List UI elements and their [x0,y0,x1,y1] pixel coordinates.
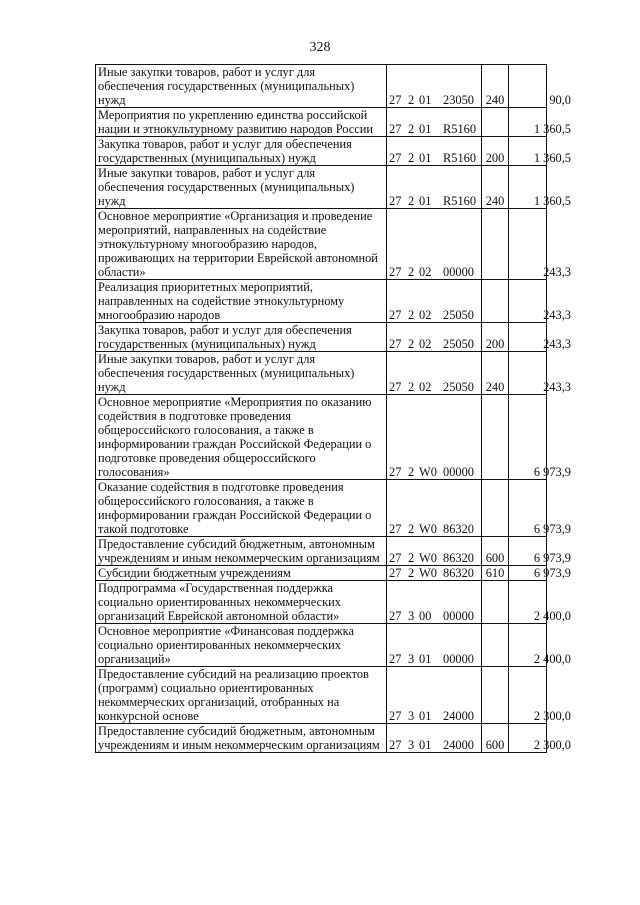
code-part-4: R5160 [443,194,477,208]
row-amount-value: 6 973,9 [533,465,571,479]
row-expense-type: 240 [482,166,509,209]
row-amount [509,724,571,753]
row-amount-value: 243,3 [543,308,571,322]
row-name: Предоставление субсидий на реализацию проектов (программ) социально ориентированных некоммерческих организаций, отобранных на конкурсной основе [96,667,387,724]
row-amount-value: 6 973,9 [533,522,571,536]
code-part-4: 86320 [443,566,474,580]
row-target-code [387,352,482,395]
code-part-3: 01 [419,122,432,136]
code-part-3: W0 [419,551,437,565]
code-part-2: 2 [408,308,415,322]
table-row [96,480,547,537]
row-target-code [387,166,482,209]
code-part-3: 01 [419,194,432,208]
code-part-4: 25050 [443,308,474,322]
table-row [96,137,547,166]
code-part-4: 00000 [443,652,474,666]
table-row [96,395,547,480]
row-name: Субсидии бюджетным учреждениям [96,566,387,581]
row-name: Подпрограмма «Государственная поддержка социально ориентированных некоммерческих организаций Еврейской автономной области» [96,581,387,624]
table-row [96,667,547,724]
table-row [96,166,547,209]
row-expense-type [482,667,509,724]
row-target-code [387,724,482,753]
code-part-2: 2 [408,194,415,208]
code-part-1: 27 [389,738,402,752]
table-row [96,352,547,395]
row-amount-value: 6 973,9 [533,566,571,580]
budget-table [95,64,571,753]
code-part-1: 27 [389,308,402,322]
row-expense-type [482,395,509,480]
row-target-code [387,137,482,166]
budget-table-body [96,65,571,753]
code-part-2: 2 [408,122,415,136]
table-row [96,209,547,280]
code-part-3: 01 [419,738,432,752]
row-expense-type: 600 [482,537,509,566]
row-name: Иные закупки товаров, работ и услуг для обеспечения государственных (муниципальных) нужд [96,352,387,395]
table-row [96,323,547,352]
code-part-3: W0 [419,465,437,479]
row-amount [509,667,571,724]
code-part-1: 27 [389,194,402,208]
row-expense-type: 240 [482,65,509,108]
code-part-4: 00000 [443,265,474,279]
code-part-2: 2 [408,465,415,479]
code-part-1: 27 [389,265,402,279]
row-amount [509,395,571,480]
code-part-2: 2 [408,566,415,580]
code-part-1: 27 [389,380,402,394]
code-part-2: 2 [408,522,415,536]
row-name: Оказание содействия в подготовке проведения общероссийского голосования, а также в информировании граждан Российской Федерации о такой подготовке [96,480,387,537]
row-target-code [387,209,482,280]
code-part-3: 02 [419,308,432,322]
table-row [96,65,547,108]
row-amount [509,624,571,667]
row-target-code [387,624,482,667]
code-part-3: 02 [419,380,432,394]
row-target-code [387,480,482,537]
code-part-4: 25050 [443,337,474,351]
row-name: Основное мероприятие «Финансовая поддержка социально ориентированных некоммерческих организаций» [96,624,387,667]
row-amount [509,352,571,395]
code-part-1: 27 [389,609,402,623]
row-amount [509,323,571,352]
table-row [96,537,547,566]
row-target-code [387,537,482,566]
code-part-4: 23050 [443,93,474,107]
code-part-3: W0 [419,522,437,536]
row-amount-value: 2 300,0 [533,709,571,723]
row-amount [509,108,571,137]
row-name: Иные закупки товаров, работ и услуг для обеспечения государственных (муниципальных) нужд [96,65,387,108]
code-part-2: 2 [408,265,415,279]
row-amount-value: 6 973,9 [533,551,571,565]
row-amount-value: 243,3 [543,265,571,279]
code-part-2: 2 [408,151,415,165]
code-part-1: 27 [389,652,402,666]
code-part-1: 27 [389,566,402,580]
code-part-2: 2 [408,551,415,565]
row-expense-type: 240 [482,352,509,395]
row-name: Предоставление субсидий бюджетным, автономным учреждениям и иным некоммерческим организациям [96,537,387,566]
row-name: Реализация приоритетных мероприятий, направленных на содействие этнокультурному многообразию народов [96,280,387,323]
code-part-3: 02 [419,265,432,279]
code-part-2: 3 [408,652,415,666]
code-part-3: 01 [419,151,432,165]
code-part-4: 00000 [443,465,474,479]
code-part-4: 00000 [443,609,474,623]
row-amount-value: 2 400,0 [533,609,571,623]
row-amount-value: 2 300,0 [533,738,571,752]
row-name: Закупка товаров, работ и услуг для обеспечения государственных (муниципальных) нужд [96,323,387,352]
code-part-4: 24000 [443,738,474,752]
row-target-code [387,280,482,323]
row-target-code [387,395,482,480]
code-part-3: 01 [419,652,432,666]
table-row [96,624,547,667]
row-amount-value: 1 360,5 [533,194,571,208]
row-amount [509,581,571,624]
row-name: Иные закупки товаров, работ и услуг для обеспечения государственных (муниципальных) нужд [96,166,387,209]
row-target-code [387,65,482,108]
row-expense-type [482,624,509,667]
row-expense-type [482,209,509,280]
code-part-3: 02 [419,337,432,351]
row-amount-value: 90,0 [549,93,571,107]
row-target-code [387,566,482,581]
row-expense-type: 200 [482,323,509,352]
code-part-4: R5160 [443,122,477,136]
row-amount [509,566,571,581]
code-part-4: 24000 [443,709,474,723]
code-part-1: 27 [389,551,402,565]
code-part-1: 27 [389,151,402,165]
row-amount-value: 243,3 [543,337,571,351]
row-target-code [387,323,482,352]
row-name: Закупка товаров, работ и услуг для обеспечения государственных (муниципальных) нужд [96,137,387,166]
row-amount [509,209,571,280]
code-part-4: 86320 [443,551,474,565]
code-part-1: 27 [389,522,402,536]
code-part-2: 2 [408,93,415,107]
row-amount [509,166,571,209]
row-amount-value: 1 360,5 [533,122,571,136]
row-expense-type [482,480,509,537]
code-part-4: 86320 [443,522,474,536]
code-part-4: 25050 [443,380,474,394]
row-amount [509,537,571,566]
row-target-code [387,108,482,137]
code-part-1: 27 [389,122,402,136]
row-expense-type: 610 [482,566,509,581]
table-row [96,108,547,137]
row-name: Основное мероприятие «Организация и проведение мероприятий, направленных на содействие этнокультурному многообразию народов, проживающих на территории Еврейской автономной области» [96,209,387,280]
table-row [96,724,547,753]
row-expense-type: 600 [482,724,509,753]
row-amount-value: 1 360,5 [533,151,571,165]
row-amount-value: 243,3 [543,380,571,394]
row-expense-type [482,108,509,137]
table-row [96,581,547,624]
row-name: Мероприятия по укреплению единства российской нации и этнокультурному развитию народов России [96,108,387,137]
code-part-1: 27 [389,337,402,351]
row-amount [509,280,571,323]
row-amount [509,480,571,537]
code-part-3: 01 [419,709,432,723]
row-amount [509,65,571,108]
code-part-3: W0 [419,566,437,580]
row-amount-value: 2 400,0 [533,652,571,666]
table-row [96,280,547,323]
code-part-4: R5160 [443,151,477,165]
row-name: Основное мероприятие «Мероприятия по оказанию содействия в подготовке проведения общероссийского голосования, а также в информировании граждан Российской Федерации о подготовке проведения общероссийского голосования» [96,395,387,480]
row-expense-type [482,581,509,624]
page-number: 328 [309,40,331,55]
code-part-2: 3 [408,738,415,752]
row-name: Предоставление субсидий бюджетным, автономным учреждениям и иным некоммерческим организациям [96,724,387,753]
table-row [96,566,547,581]
code-part-2: 3 [408,709,415,723]
code-part-3: 00 [419,609,432,623]
code-part-1: 27 [389,709,402,723]
code-part-2: 3 [408,609,415,623]
code-part-1: 27 [389,93,402,107]
row-target-code [387,581,482,624]
row-expense-type: 200 [482,137,509,166]
code-part-2: 2 [408,337,415,351]
code-part-3: 01 [419,93,432,107]
code-part-1: 27 [389,465,402,479]
row-amount [509,137,571,166]
row-target-code [387,667,482,724]
code-part-2: 2 [408,380,415,394]
row-expense-type [482,280,509,323]
